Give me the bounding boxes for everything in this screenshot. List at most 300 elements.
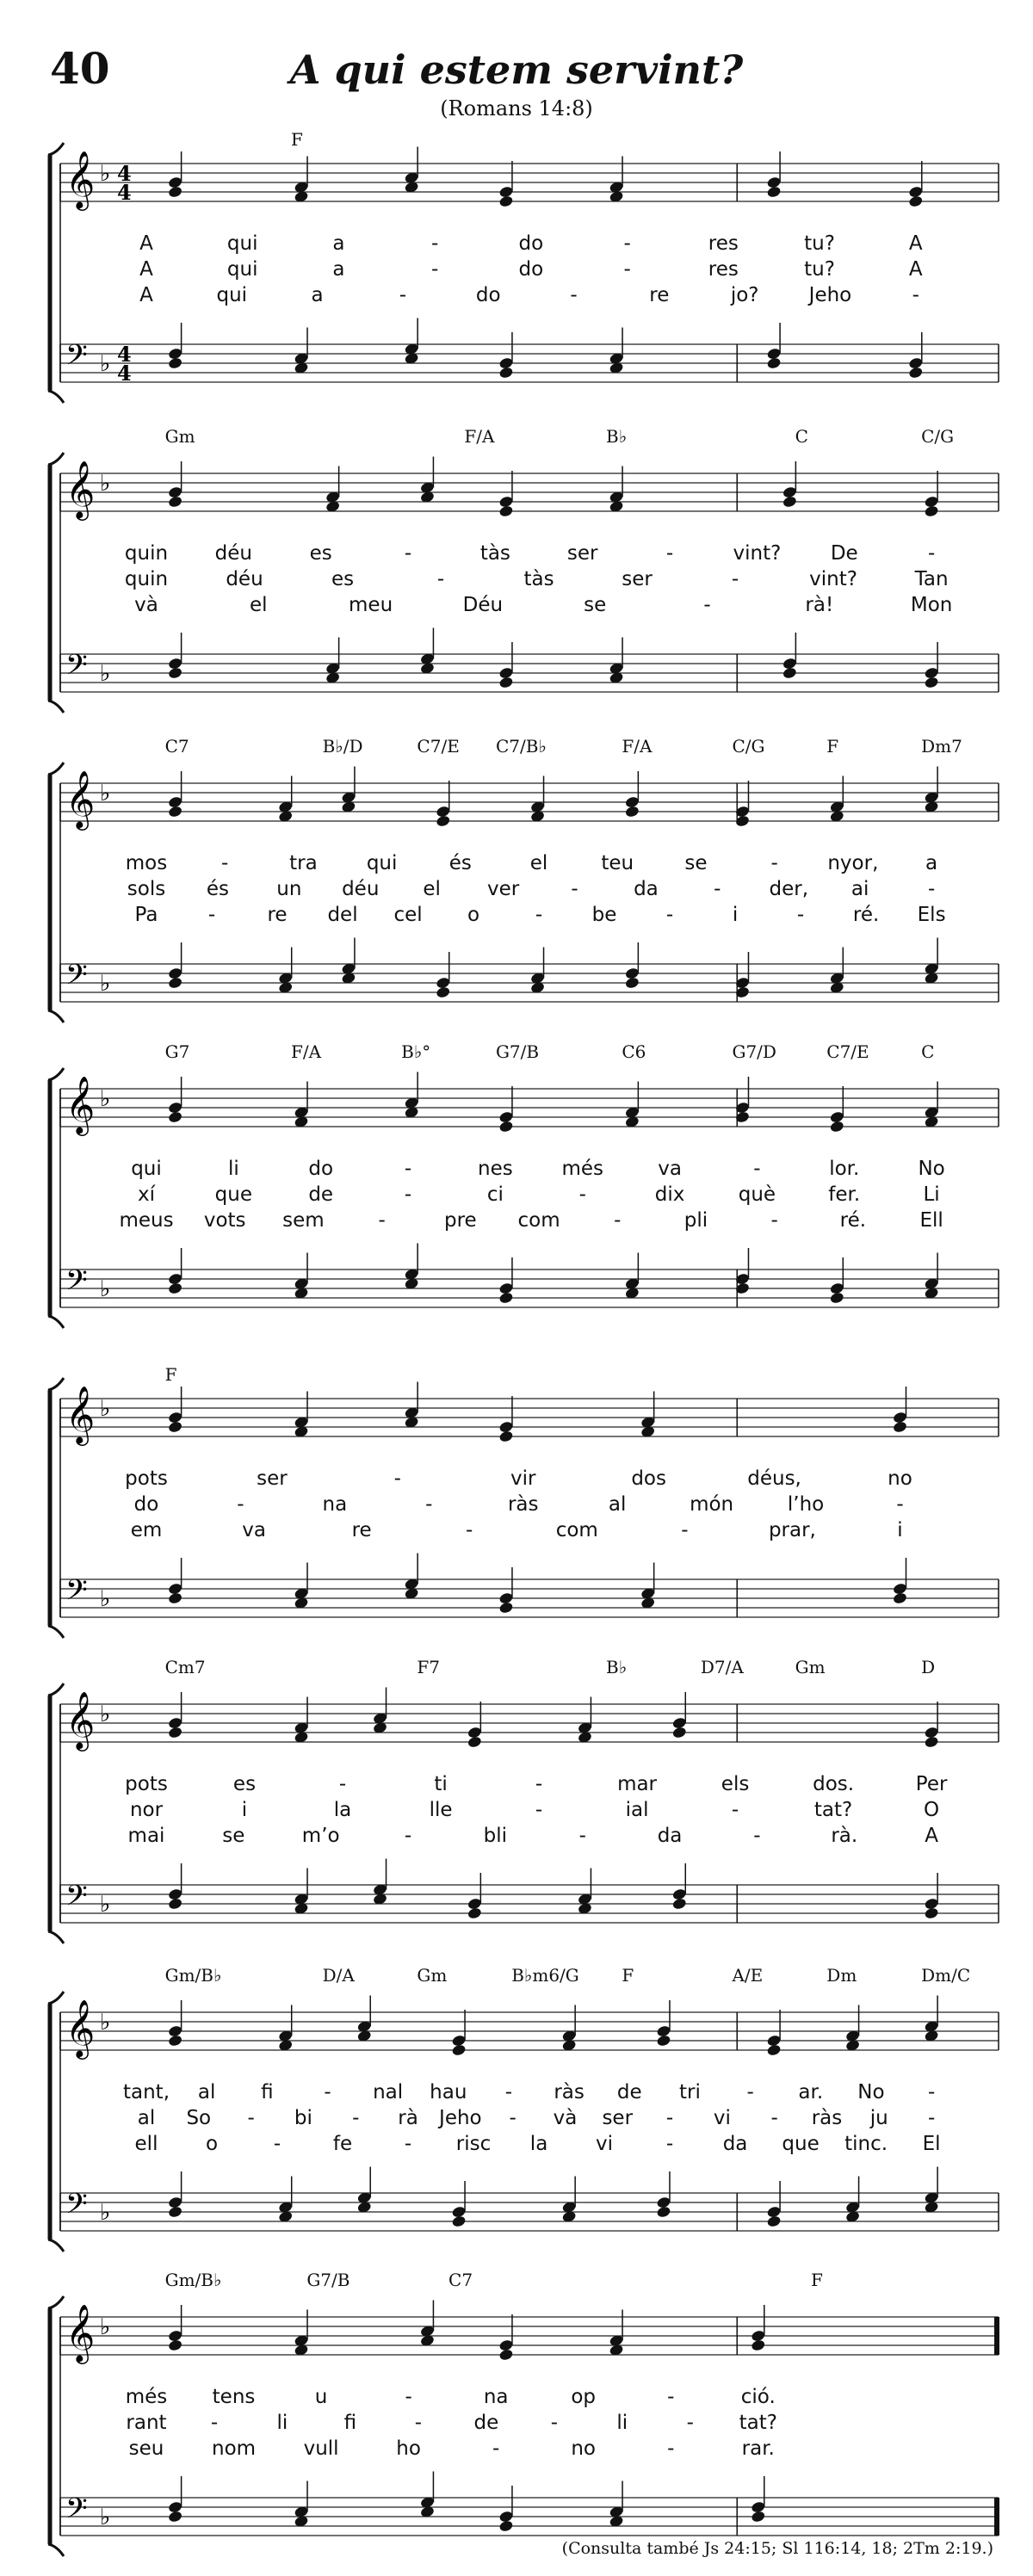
- lyric-syllable: vint?: [733, 542, 782, 565]
- svg-text:♭: ♭: [100, 471, 111, 497]
- chord-symbol: A/E: [732, 1965, 764, 1986]
- lyric-syllable: el: [423, 878, 441, 900]
- lyric-syllable: que: [782, 2133, 820, 2155]
- svg-text:𝄞: 𝄞: [65, 1690, 96, 1749]
- lyric-syllable: -: [221, 852, 229, 874]
- lyric-syllable: -: [731, 1799, 739, 1821]
- lyric-syllable: -: [237, 1493, 244, 1516]
- lyric-syllable: do: [518, 232, 544, 255]
- chord-symbol: B♭°: [401, 1041, 431, 1062]
- lyric-syllable: no: [888, 1467, 912, 1490]
- lyric-syllable: -: [927, 2107, 936, 2129]
- lyric-syllable: ré.: [852, 904, 880, 926]
- svg-text:𝄢: 𝄢: [65, 1264, 88, 1304]
- lyric-syllable: cel: [393, 904, 423, 926]
- lyric-syllable: dos: [631, 1467, 666, 1490]
- lyric-syllable: De: [830, 542, 858, 565]
- lyric-syllable: ser: [566, 542, 598, 565]
- lyric-syllable: tat?: [813, 1799, 853, 1821]
- lyric-syllable: quin: [124, 568, 169, 590]
- lyric-syllable: vots: [203, 1209, 246, 1232]
- chord-symbol: C/G: [921, 426, 955, 447]
- svg-text:♭: ♭: [100, 2200, 111, 2226]
- svg-text:♭: ♭: [100, 1396, 111, 1422]
- svg-text:4: 4: [117, 342, 132, 367]
- lyric-syllable: -: [667, 2386, 675, 2408]
- lyric-syllable: -: [535, 1799, 543, 1821]
- lyric-syllable: -: [404, 542, 412, 565]
- lyric-syllable: tat?: [739, 2412, 777, 2434]
- chord-symbol: G7/D: [732, 1041, 776, 1062]
- chord-symbol: G7: [164, 1041, 190, 1062]
- lyric-syllable: -: [896, 1493, 904, 1516]
- lyric-syllable: de: [308, 1183, 334, 1206]
- staff-graphic: [0, 112, 1033, 413]
- lyric-syllable: risc: [455, 2133, 492, 2155]
- lyric-syllable: del: [327, 904, 358, 926]
- lyric-syllable: do: [308, 1158, 334, 1180]
- lyric-syllable: So: [186, 2107, 212, 2129]
- lyric-syllable: -: [927, 2081, 936, 2103]
- lyric-syllable: -: [714, 878, 721, 900]
- lyric-syllable: da: [657, 1825, 683, 1847]
- chord-symbol: F7: [417, 1657, 441, 1677]
- lyric-syllable: do: [133, 1493, 159, 1516]
- lyric-syllable: vir: [510, 1467, 536, 1490]
- music-system: [0, 1347, 1033, 1648]
- chord-symbol: C7/E: [826, 1041, 869, 1062]
- lyric-syllable: pots: [125, 1773, 168, 1795]
- chord-symbol: D7/A: [700, 1657, 744, 1677]
- svg-text:♭: ♭: [100, 2314, 111, 2340]
- chord-symbol: Dm7: [921, 736, 962, 757]
- lyric-syllable: fe: [332, 2133, 353, 2155]
- svg-text:𝄞: 𝄞: [65, 2303, 96, 2362]
- lyric-syllable: Ell: [919, 1209, 943, 1232]
- lyric-syllable: pli: [684, 1209, 708, 1232]
- lyric-syllable: -: [578, 1825, 586, 1847]
- lyric-syllable: O: [924, 1799, 940, 1821]
- lyric-syllable: tàs: [523, 568, 554, 590]
- lyric-syllable: món: [690, 1493, 734, 1516]
- lyric-syllable: -: [746, 2081, 754, 2103]
- lyric-syllable: rà.: [831, 1825, 858, 1847]
- lyric-syllable: -: [770, 2107, 778, 2129]
- lyric-syllable: -: [466, 1519, 473, 1541]
- lyric-syllable: tu?: [804, 232, 835, 255]
- svg-text:♭: ♭: [100, 1892, 111, 1918]
- lyric-syllable: fi: [261, 2081, 274, 2103]
- chord-symbol: F: [810, 2270, 823, 2290]
- lyric-syllable: qui: [131, 1158, 162, 1180]
- lyric-syllable: op: [571, 2386, 597, 2408]
- lyric-syllable: ver: [486, 878, 520, 900]
- lyric-syllable: a: [332, 232, 345, 255]
- lyric-syllable: prar,: [768, 1519, 816, 1541]
- chord-symbol: Dm/C: [921, 1965, 971, 1986]
- scripture-reference: (Romans 14:8): [440, 96, 593, 120]
- lyric-syllable: res: [708, 232, 739, 255]
- chord-symbol: Cm7: [164, 1657, 206, 1677]
- lyric-syllable: li: [276, 2412, 288, 2434]
- music-system: [0, 1961, 1033, 2262]
- svg-text:𝄢: 𝄢: [65, 959, 88, 998]
- lyric-syllable: vull: [303, 2437, 339, 2460]
- lyric-syllable: -: [404, 1158, 412, 1180]
- lyric-syllable: -: [431, 232, 439, 255]
- lyric-syllable: nor: [129, 1799, 164, 1821]
- song-number: 40: [50, 43, 110, 94]
- svg-text:𝄞: 𝄞: [65, 460, 96, 518]
- lyric-syllable: El: [922, 2133, 941, 2155]
- lyric-syllable: Tan: [914, 568, 949, 590]
- svg-text:♭: ♭: [100, 1702, 111, 1727]
- lyric-syllable: Per: [915, 1773, 948, 1795]
- lyric-syllable: ell: [134, 2133, 158, 2155]
- lyric-syllable: déu: [226, 568, 263, 590]
- music-system: [0, 1652, 1033, 1954]
- lyric-syllable: ser: [602, 2107, 634, 2129]
- chord-symbol: G7/B: [306, 2270, 350, 2290]
- music-system: [0, 732, 1033, 1033]
- svg-text:4: 4: [117, 361, 132, 386]
- lyric-syllable: al: [197, 2081, 216, 2103]
- lyric-syllable: és: [448, 852, 472, 874]
- lyric-syllable: de: [616, 2081, 642, 2103]
- lyric-syllable: un: [276, 878, 302, 900]
- chord-symbol: F: [826, 736, 839, 757]
- song-title: A qui estem servint?: [289, 46, 744, 93]
- lyric-syllable: -: [770, 1209, 778, 1232]
- lyric-syllable: -: [404, 2133, 412, 2155]
- lyric-syllable: -: [509, 2107, 516, 2129]
- lyric-syllable: la: [529, 2133, 548, 2155]
- lyric-syllable: lle: [429, 1799, 453, 1821]
- lyric-syllable: bli: [483, 1825, 508, 1847]
- lyric-syllable: -: [681, 1519, 689, 1541]
- chord-symbol: G7/B: [495, 1041, 540, 1062]
- lyric-syllable: a: [332, 258, 345, 281]
- lyric-syllable: -: [431, 258, 439, 281]
- lyric-syllable: re: [267, 904, 288, 926]
- chord-symbol: F: [622, 1965, 634, 1986]
- lyric-syllable: Li: [923, 1183, 940, 1206]
- lyric-syllable: ràs: [507, 1493, 539, 1516]
- svg-text:♭: ♭: [100, 161, 111, 187]
- lyric-syllable: què: [738, 1183, 776, 1206]
- lyric-syllable: bi: [294, 2107, 312, 2129]
- lyric-syllable: re: [351, 1519, 372, 1541]
- lyric-syllable: tant,: [122, 2081, 170, 2103]
- lyric-syllable: A: [139, 232, 153, 255]
- lyric-syllable: teu: [601, 852, 634, 874]
- chord-symbol: C7/E: [417, 736, 460, 757]
- lyric-syllable: Pa: [134, 904, 158, 926]
- lyric-syllable: -: [578, 1183, 586, 1206]
- lyric-syllable: vi: [596, 2133, 614, 2155]
- lyric-syllable: m’o: [301, 1825, 340, 1847]
- lyric-syllable: hau: [430, 2081, 467, 2103]
- lyric-syllable: se: [222, 1825, 245, 1847]
- lyric-syllable: la: [333, 1799, 352, 1821]
- lyric-syllable: els: [721, 1773, 750, 1795]
- svg-text:♭: ♭: [100, 2010, 111, 2035]
- lyric-syllable: sem: [282, 1209, 325, 1232]
- lyric-syllable: -: [614, 1209, 622, 1232]
- lyric-syllable: o: [467, 904, 480, 926]
- chord-symbol: D/A: [322, 1965, 355, 1986]
- chord-symbol: F: [164, 1364, 177, 1385]
- lyric-syllable: el: [529, 852, 548, 874]
- lyric-syllable: ré.: [839, 1209, 867, 1232]
- lyric-syllable: més: [125, 2386, 168, 2408]
- lyric-syllable: mar: [617, 1773, 658, 1795]
- lyric-syllable: -: [796, 904, 805, 926]
- lyric-syllable: quin: [124, 542, 169, 565]
- lyric-syllable: dix: [654, 1183, 685, 1206]
- svg-text:4: 4: [117, 180, 132, 205]
- lyric-syllable: -: [399, 284, 407, 306]
- lyric-syllable: ràs: [811, 2107, 843, 2129]
- lyric-syllable: da: [722, 2133, 748, 2155]
- lyric-syllable: dos.: [813, 1773, 855, 1795]
- lyric-syllable: se: [684, 852, 708, 874]
- lyric-syllable: -: [667, 2437, 675, 2460]
- chord-symbol: Gm: [417, 1965, 448, 1986]
- lyric-syllable: -: [207, 904, 216, 926]
- lyric-syllable: al: [137, 2107, 156, 2129]
- svg-text:𝄞: 𝄞: [65, 150, 96, 208]
- lyric-syllable: der,: [769, 878, 809, 900]
- music-system: [0, 112, 1033, 413]
- lyric-syllable: -: [665, 2133, 674, 2155]
- lyric-syllable: jo?: [730, 284, 759, 306]
- lyric-syllable: li: [227, 1158, 239, 1180]
- lyric-syllable: -: [404, 1825, 412, 1847]
- lyric-syllable: -: [414, 2412, 423, 2434]
- chord-symbol: F/A: [622, 736, 653, 757]
- lyric-syllable: nyor,: [827, 852, 879, 874]
- chord-symbol: C6: [622, 1041, 646, 1062]
- lyric-syllable: vint?: [809, 568, 857, 590]
- svg-text:𝄢: 𝄢: [65, 339, 88, 379]
- lyric-syllable: -: [324, 2081, 331, 2103]
- lyric-syllable: a: [925, 852, 938, 874]
- lyric-syllable: el: [250, 594, 268, 616]
- lyric-syllable: es: [309, 542, 332, 565]
- lyric-syllable: o: [205, 2133, 219, 2155]
- lyric-syllable: ci: [486, 1183, 504, 1206]
- chord-symbol: F: [291, 129, 303, 150]
- lyric-syllable: -: [436, 568, 445, 590]
- lyric-syllable: pre: [443, 1209, 477, 1232]
- lyric-syllable: -: [753, 1158, 761, 1180]
- lyric-syllable: na: [483, 2386, 509, 2408]
- lyric-syllable: -: [535, 1773, 543, 1795]
- svg-text:♭: ♭: [100, 351, 111, 377]
- lyric-syllable: va: [242, 1519, 266, 1541]
- lyric-syllable: al: [608, 1493, 627, 1516]
- chord-symbol: C: [795, 426, 808, 447]
- lyric-syllable: A: [139, 258, 153, 281]
- lyric-syllable: meus: [119, 1209, 174, 1232]
- svg-text:♭: ♭: [100, 661, 111, 687]
- lyric-syllable: sols: [127, 878, 166, 900]
- lyric-syllable: -: [686, 2412, 694, 2434]
- lyric-syllable: rar.: [741, 2437, 775, 2460]
- lyric-syllable: No: [857, 2081, 885, 2103]
- lyric-syllable: be: [591, 904, 617, 926]
- lyric-syllable: ial: [625, 1799, 649, 1821]
- lyric-syllable: -: [492, 2437, 500, 2460]
- chord-symbol: F/A: [464, 426, 495, 447]
- svg-text:♭: ♭: [100, 1276, 111, 1302]
- lyric-syllable: ser: [622, 568, 653, 590]
- lyric-syllable: déus,: [747, 1467, 801, 1490]
- lyric-syllable: qui: [216, 284, 248, 306]
- lyric-syllable: -: [247, 2107, 255, 2129]
- lyric-syllable: lor.: [829, 1158, 860, 1180]
- lyric-syllable: qui: [226, 232, 258, 255]
- chord-symbol: F/A: [291, 1041, 322, 1062]
- lyric-syllable: qui: [226, 258, 258, 281]
- lyric-syllable: -: [927, 878, 936, 900]
- lyric-syllable: -: [623, 232, 631, 255]
- lyric-syllable: seu: [128, 2437, 164, 2460]
- chord-symbol: B♭m6/G: [511, 1965, 579, 1986]
- lyric-syllable: No: [918, 1158, 945, 1180]
- lyric-syllable: và: [553, 2107, 578, 2129]
- lyric-syllable: mai: [127, 1825, 165, 1847]
- chord-symbol: B♭: [606, 1657, 628, 1677]
- lyric-syllable: u: [314, 2386, 328, 2408]
- lyric-syllable: do: [475, 284, 501, 306]
- lyric-syllable: li: [616, 2412, 628, 2434]
- lyric-syllable: -: [570, 284, 578, 306]
- lyric-syllable: -: [550, 2412, 558, 2434]
- lyric-syllable: -: [393, 1467, 401, 1490]
- chord-symbol: C: [921, 1041, 935, 1062]
- lyric-syllable: rà: [398, 2107, 418, 2129]
- svg-text:𝄞: 𝄞: [65, 1998, 96, 2057]
- lyric-syllable: déu: [342, 878, 380, 900]
- chord-symbol: Dm: [826, 1965, 857, 1986]
- lyric-syllable: A: [925, 1825, 938, 1847]
- lyric-syllable: -: [703, 594, 711, 616]
- svg-text:4: 4: [117, 161, 132, 186]
- svg-text:♭: ♭: [100, 2505, 111, 2530]
- lyric-syllable: ser: [257, 1467, 288, 1490]
- chord-symbol: B♭: [606, 426, 628, 447]
- lyric-syllable: pots: [125, 1467, 168, 1490]
- lyric-syllable: nom: [212, 2437, 257, 2460]
- lyric-syllable: déu: [214, 542, 253, 565]
- lyric-syllable: Déu: [462, 594, 504, 616]
- lyric-syllable: ti: [434, 1773, 448, 1795]
- lyric-syllable: que: [214, 1183, 253, 1206]
- lyric-syllable: -: [753, 1825, 761, 1847]
- lyric-syllable: -: [378, 1209, 386, 1232]
- svg-text:𝄢: 𝄢: [65, 2188, 88, 2227]
- lyric-syllable: vi: [713, 2107, 731, 2129]
- lyric-syllable: com: [517, 1209, 560, 1232]
- lyric-syllable: i: [732, 904, 739, 926]
- lyric-syllable: nal: [373, 2081, 404, 2103]
- lyric-syllable: A: [908, 258, 923, 281]
- lyric-syllable: -: [425, 1493, 433, 1516]
- lyric-syllable: -: [338, 1773, 347, 1795]
- svg-text:♭: ♭: [100, 781, 111, 806]
- svg-text:♭: ♭: [100, 1086, 111, 1112]
- svg-text:𝄞: 𝄞: [65, 769, 96, 828]
- svg-text:♭: ♭: [100, 1586, 111, 1612]
- lyric-syllable: re: [649, 284, 670, 306]
- lyric-syllable: es: [331, 568, 355, 590]
- lyric-syllable: -: [405, 2386, 412, 2408]
- chord-symbol: C7: [448, 2270, 473, 2290]
- svg-text:𝄢: 𝄢: [65, 1574, 88, 1614]
- lyric-syllable: -: [770, 852, 778, 874]
- lyric-syllable: a: [311, 284, 324, 306]
- lyric-syllable: ràs: [554, 2081, 585, 2103]
- lyric-syllable: -: [504, 2081, 513, 2103]
- lyric-syllable: ju: [869, 2107, 888, 2129]
- lyric-syllable: més: [561, 1158, 603, 1180]
- lyric-syllable: tu?: [804, 258, 835, 281]
- lyric-syllable: qui: [366, 852, 398, 874]
- chord-symbol: Gm: [164, 426, 195, 447]
- lyric-syllable: com: [555, 1519, 598, 1541]
- lyric-syllable: -: [273, 2133, 281, 2155]
- lyric-syllable: l’ho: [787, 1493, 825, 1516]
- lyric-syllable: res: [708, 258, 739, 281]
- lyric-syllable: và: [134, 594, 158, 616]
- lyric-syllable: -: [535, 904, 543, 926]
- footnote: (Consulta també Js 24:15; Sl 116:14, 18; 2Tm 2:19.): [561, 2539, 993, 2558]
- lyric-syllable: xí: [137, 1183, 156, 1206]
- chord-symbol: Gm/B♭: [164, 2270, 222, 2290]
- svg-text:𝄞: 𝄞: [65, 1385, 96, 1443]
- svg-text:𝄞: 𝄞: [65, 1075, 96, 1134]
- lyric-syllable: rant: [126, 2412, 167, 2434]
- lyric-syllable: -: [731, 568, 739, 590]
- lyric-syllable: i: [897, 1519, 903, 1541]
- lyric-syllable: ai: [851, 878, 869, 900]
- lyric-syllable: mos: [125, 852, 168, 874]
- lyric-syllable: tens: [212, 2386, 256, 2408]
- lyric-syllable: -: [404, 1183, 412, 1206]
- lyric-syllable: tri: [679, 2081, 701, 2103]
- lyric-syllable: es: [232, 1773, 257, 1795]
- lyric-syllable: do: [518, 258, 544, 281]
- lyric-syllable: da: [634, 878, 659, 900]
- lyric-syllable: Mon: [910, 594, 953, 616]
- lyric-syllable: Els: [917, 904, 946, 926]
- lyric-syllable: A: [139, 284, 153, 306]
- chord-symbol: Gm: [795, 1657, 826, 1677]
- chord-symbol: C/G: [732, 736, 765, 757]
- lyric-syllable: A: [908, 232, 923, 255]
- lyric-syllable: -: [623, 258, 631, 281]
- lyric-syllable: se: [584, 594, 607, 616]
- lyric-syllable: -: [927, 542, 936, 565]
- lyric-syllable: tinc.: [844, 2133, 888, 2155]
- lyric-syllable: ho: [396, 2437, 421, 2460]
- svg-text:𝄢: 𝄢: [65, 2493, 88, 2532]
- lyric-syllable: i: [241, 1799, 248, 1821]
- lyric-syllable: tàs: [479, 542, 510, 565]
- music-system: [0, 1037, 1033, 1338]
